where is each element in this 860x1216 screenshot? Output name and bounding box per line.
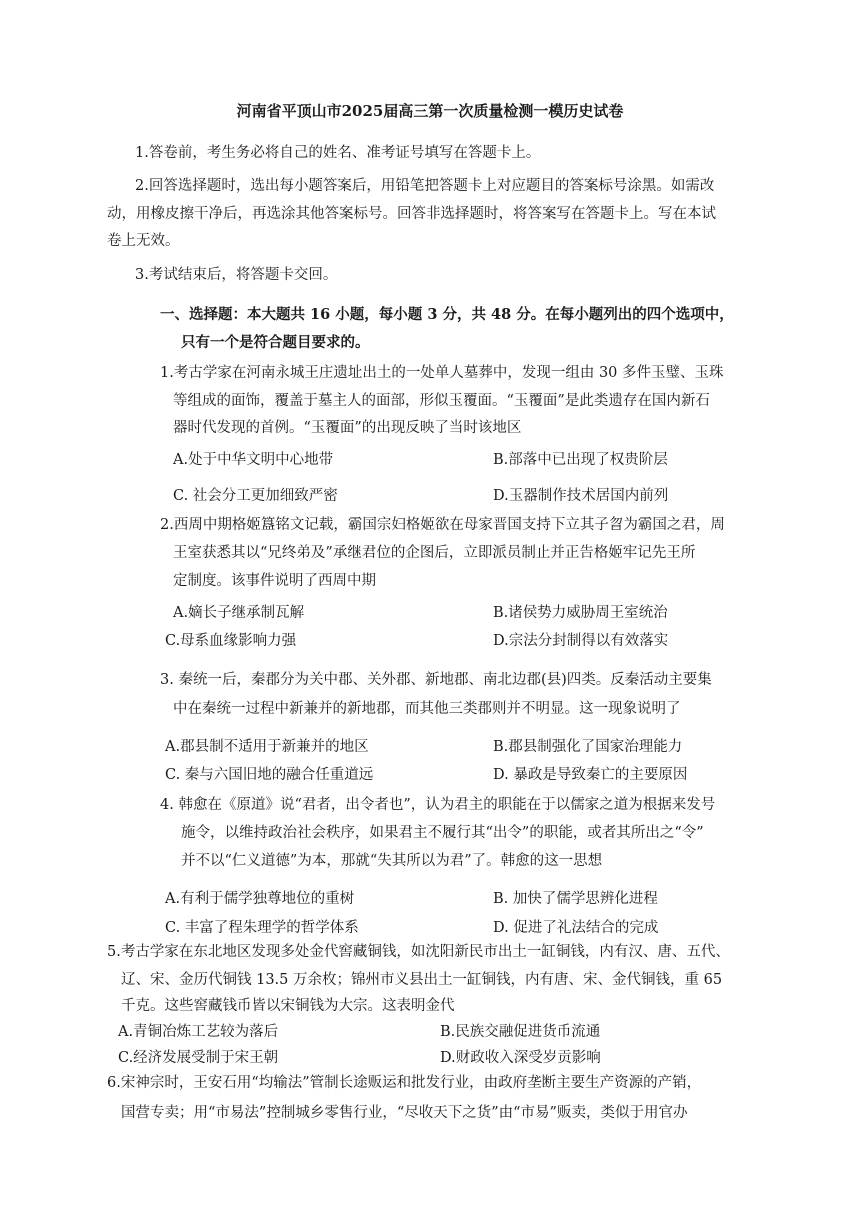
q2-option-b: B.诸侯势力威胁周王室统治 [493,605,668,621]
q4-option-c: C. 丰富了程朱理学的哲学体系 [165,920,359,936]
q4-stem-line-2: 施令，以维持政治社会秩序，如果君主不履行其“出令”的职能，或者其所出之“令” [181,825,704,841]
q6-stem-line-2: 国营专卖；用“市易法”控制城乡零售行业，“尽收天下之货”由“市易”贩卖，类似于用官办 [121,1105,688,1121]
q5-option-c: C.经济发展受制于宋王朝 [118,1050,279,1066]
q4-option-d: D. 促进了礼法结合的完成 [493,920,659,936]
instruction-1: 1.答卷前，考生务必将自己的姓名、准考证号填写在答题卡上。 [135,145,541,161]
q1-option-d: D.玉器制作技术居国内前列 [493,488,669,504]
q2-option-c: C.母系血缘影响力强 [165,633,297,649]
q2-stem-line-1: 2.西周中期格姬簋铭文记载，霸国宗妇格姬欲在母家晋国支持下立其子曶为霸国之君，周 [160,517,725,533]
q5-option-a: A.青铜冶炼工艺较为落后 [118,1024,279,1040]
q3-option-c: C. 秦与六国旧地的融合任重道远 [165,767,374,783]
q5-stem-line-2: 辽、宋、金历代铜钱 13.5 万余枚；锦州市义县出土一缸铜钱，内有唐、宋、金代铜钱，重 65 [121,972,723,988]
q2-stem-line-2: 王室获悉其以“兄终弟及”承继君位的企图后，立即派员制止并正告格姬牢记先王所 [173,545,696,561]
instruction-2-line-1: 2.回答选择题时，选出每小题答案后，用铅笔把答题卡上对应题目的答案标号涂黑。如需改 [135,178,715,194]
q5-stem-line-3: 千克。这些窖藏钱币皆以宋铜钱为大宗。这表明金代 [121,998,455,1014]
q1-option-c: C. 社会分工更加细致严密 [173,488,338,504]
q2-stem-line-3: 定制度。该事件说明了西周中期 [173,573,376,589]
q2-option-a: A.嫡长子继承制瓦解 [173,605,305,621]
instruction-2-line-3: 卷上无效。 [107,233,180,249]
q4-stem-line-1: 4. 韩愈在《原道》说“君者，出令者也”，认为君主的职能在于以儒家之道为根据来发号 [160,797,716,813]
q4-option-a: A.有利于儒学独尊地位的重树 [165,891,355,907]
exam-title: 河南省平顶山市2025届高三第一次质量检测一模历史试卷 [236,102,624,120]
q1-stem-line-1: 1.考古学家在河南永城王庄遗址出土的一处单人墓葬中，发现一组由 30 多件玉璧、玉珠 [160,365,724,381]
q4-stem-line-3: 并不以“仁义道德”为本，那就“失其所以为君”了。韩愈的这一思想 [181,853,603,869]
instruction-2-line-2: 动，用橡皮擦干净后，再选涂其他答案标号。回答非选择题时，将答案写在答题卡上。写在本试 [107,206,716,222]
q5-option-b: B.民族交融促进货币流通 [440,1024,601,1040]
q6-stem-line-1: 6.宋神宗时，王安石用“均输法”管制长途贩运和批发行业，由政府垄断主要生产资源的产销， [107,1075,702,1091]
q3-stem-line-1: 3. 秦统一后，秦郡分为关中郡、关外郡、新地郡、南北边郡(县)四类。反秦活动主要集 [160,672,712,688]
q4-option-b: B. 加快了儒学思辨化进程 [493,891,658,907]
q3-option-b: B.郡县制强化了国家治理能力 [493,739,683,755]
q2-option-d: D.宗法分封制得以有效落实 [493,633,669,649]
q5-option-d: D.财政收入深受岁贡影响 [440,1050,601,1066]
q5-stem-line-1: 5.考古学家在东北地区发现多处金代窖藏铜钱，如沈阳新民市出土一缸铜钱，内有汉、唐、五代、 [107,944,730,960]
section-heading-line-1: 一、选择题：本大题共 16 小题，每小题 3 分，共 48 分。在每小题列出的四个选项中， [160,306,734,323]
instruction-3: 3.考试结束后，将答题卡交回。 [135,267,338,283]
q1-option-a: A.处于中华文明中心地带 [173,452,334,468]
q3-stem-line-2: 中在秦统一过程中新兼并的新地郡，而其他三类郡则并不明显。这一现象说明了 [173,701,681,717]
q3-option-d: D. 暴政是导致秦亡的主要原因 [493,767,688,783]
q1-stem-line-2: 等组成的面饰，覆盖于墓主人的面部，形似玉覆面。“玉覆面”是此类遗存在国内新石 [173,393,710,409]
q3-option-a: A.郡县制不适用于新兼并的地区 [165,739,369,755]
q1-stem-line-3: 器时代发现的首例。“玉覆面”的出现反映了当时该地区 [173,420,522,436]
q1-option-b: B.部落中已出现了权贵阶层 [493,452,668,468]
section-heading-line-2: 只有一个是符合题目要求的。 [181,334,370,351]
